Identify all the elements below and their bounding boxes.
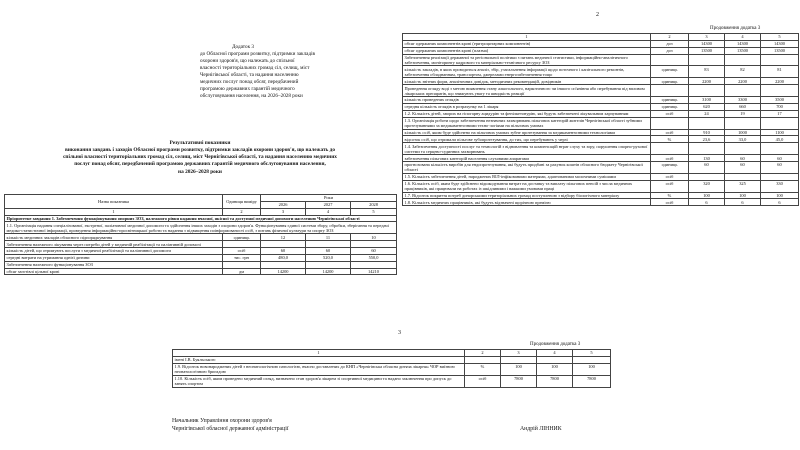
cell-unit: доз	[651, 47, 689, 54]
cell-value: 7800	[537, 375, 573, 387]
continuation-label: Продовження додатка 3	[530, 342, 581, 347]
cell-unit: %	[465, 363, 501, 375]
measure-text: 1.1. Організація надання спеціалізованої, екстреної, паліативної медичної допомоги та здійснення інших заходів з охорони здоров'я. Функціонування єдиної системи збору, обробки, зберігання та передачі медико-статистичної інформації, проведення інформаційно-просвітницької роботи та надання з підвищення поінформованості осіб, з питань фізичної культури та спорту ЗОЗ	[5, 222, 397, 234]
cell-value	[689, 54, 725, 66]
table-row	[403, 66, 799, 78]
cell-value	[573, 356, 611, 363]
cell-unit: осіб	[651, 110, 689, 117]
cell-indicator-name: 1.2. Кількість дітей, хворих на гіпогарну ацидурію та фенілкетонурію, які будуть забезпечені лікувальним харчуванням	[403, 110, 651, 117]
cell-unit: %	[651, 136, 689, 143]
cell-value: 14200	[306, 268, 351, 275]
cell-indicator-name: 1.8. Кількість медичних працівників, які будуть відзначені щорічною премією	[403, 199, 651, 206]
cell-value: 100	[761, 192, 799, 199]
table-row	[403, 78, 799, 85]
cell-value	[351, 261, 397, 268]
cell-value: 100	[537, 363, 573, 375]
cell-unit: осіб	[651, 129, 689, 136]
cell-unit: осіб	[651, 155, 689, 162]
cell-value: 14300	[689, 40, 725, 47]
cell-value: 14210	[351, 268, 397, 275]
cell-unit: дм	[223, 268, 261, 275]
header-year: 2027	[306, 201, 351, 208]
document-title	[4, 140, 396, 176]
cell-value: 100	[573, 363, 611, 375]
table-row	[403, 117, 799, 129]
column-number-row	[173, 350, 611, 357]
cell-unit	[465, 356, 501, 363]
cell-unit: одиниць	[651, 78, 689, 85]
cell-value: 100	[501, 363, 537, 375]
column-number: 3	[261, 208, 306, 215]
cell-value: 60	[761, 161, 799, 173]
cell-value: 3100	[689, 97, 725, 104]
cell-value: 7800	[573, 375, 611, 387]
column-number: 2	[651, 34, 689, 41]
column-number-row	[5, 208, 397, 215]
signature-position-line: Начальник Управління охорони здоров'я	[172, 418, 272, 424]
cell-value: 330	[761, 180, 799, 192]
table-row	[5, 254, 397, 261]
title-line: Результативні показники	[169, 140, 231, 146]
cell-unit: одиниць	[651, 97, 689, 104]
column-number: 1	[5, 208, 223, 215]
cell-indicator-name: прогнозована кількість виробів для ендопротезування, які будуть придбані за рахунок коштів обласного бюджету Чернігівської області	[403, 161, 651, 173]
cell-value: 13500	[725, 47, 761, 54]
header-year: 2026	[261, 201, 306, 208]
table-row	[5, 261, 397, 268]
cell-value	[725, 54, 761, 66]
column-number: 5	[761, 34, 799, 41]
cell-indicator-name: 1.9. Відсоток новонароджених дітей з неонатологічною патологією, вчасно доставлених до КНП «Чернігівська обласна дитяча лікарня» ЧОР виїзною неонатологічною бригадою	[173, 363, 465, 375]
cell-value	[761, 54, 799, 66]
cell-value: 13500	[761, 47, 799, 54]
cell-value: 3500	[761, 97, 799, 104]
cell-value: 7800	[501, 375, 537, 387]
cell-value: 45,0	[761, 136, 799, 143]
header-years: Роки	[261, 195, 397, 202]
cell-value	[689, 85, 725, 97]
cell-value: 60	[306, 247, 351, 254]
cell-indicator-name: Забезпечення належного лікування через потреби дітей у медичній реабілітації та паліативній допомозі	[5, 241, 223, 248]
column-number: 3	[689, 34, 725, 41]
cell-value	[501, 356, 537, 363]
table-row	[403, 47, 799, 54]
page-2	[400, 0, 800, 320]
cell-value	[761, 85, 799, 97]
cell-indicator-name: 1.6. Кількість осіб, яким буде здійснено відшкодування витрат на доставку та виплату пільгових пенсій з числа медичних працівників, які працювали на роботах із шкідливими і важкими умовами праці	[403, 180, 651, 192]
cell-value: 2200	[761, 78, 799, 85]
cell-value	[261, 241, 306, 248]
cell-unit	[651, 117, 689, 129]
cell-indicator-name: обсяг одержаних компонентів крові (плазма)	[403, 47, 651, 54]
cell-value: 130	[689, 155, 725, 162]
table-row	[403, 173, 799, 180]
cell-value: 6	[689, 199, 725, 206]
cell-value: 325	[725, 180, 761, 192]
cell-value: 2200	[725, 78, 761, 85]
table-row	[5, 241, 397, 248]
cell-value: 550,0	[351, 254, 397, 261]
column-number-row	[403, 34, 799, 41]
annex-line: Чернігівської області, та надання населенню	[200, 72, 299, 79]
cell-value: 10	[351, 234, 397, 241]
table-row	[5, 268, 397, 275]
cell-unit	[223, 241, 261, 248]
cell-indicator-name: обсяг одержаних компонентів крові (еритроцитарних компонентів)	[403, 40, 651, 47]
cell-value	[725, 143, 761, 155]
column-number: 4	[306, 208, 351, 215]
table-row	[403, 97, 799, 104]
cell-value: 60	[761, 155, 799, 162]
header-year: 2028	[351, 201, 397, 208]
cell-value: 700	[761, 103, 799, 110]
cell-unit: одиниць	[651, 66, 689, 78]
cell-indicator-name: забезпечення пільгових категорій населення слуховими апаратами	[403, 155, 651, 162]
cell-value: 83	[689, 66, 725, 78]
cell-value	[725, 85, 761, 97]
annex-line: охорони здоров'я, що належать до спільної	[200, 58, 295, 65]
cell-unit: одиниць	[651, 161, 689, 173]
title-line: спільної власності територіальних громад сіл, селищ, міст Чернігівської області, та надання населенню медичних	[63, 154, 337, 161]
table-row	[403, 161, 799, 173]
cell-unit: тис. грн	[223, 254, 261, 261]
cell-value	[351, 241, 397, 248]
table-header-row	[5, 195, 397, 202]
cell-value: 60	[261, 247, 306, 254]
column-number: 2	[223, 208, 261, 215]
cell-unit: осіб	[651, 173, 689, 180]
signature-position	[172, 417, 288, 433]
cell-value: 3300	[725, 97, 761, 104]
table-row	[173, 363, 611, 375]
continuation-label: Продовження додатка 3	[710, 26, 761, 31]
cell-value	[306, 241, 351, 248]
cell-value: 11	[306, 234, 351, 241]
cell-unit: %	[651, 192, 689, 199]
measure-row	[5, 222, 397, 234]
table-body	[403, 40, 799, 205]
cell-value	[537, 356, 573, 363]
cell-value: 910	[689, 129, 725, 136]
cell-value	[761, 173, 799, 180]
cell-indicator-name: кількість осіб, яким буде здійснено на пільгових умовах зубне протезування за медикаментозними технологіями	[403, 129, 651, 136]
cell-value: 6	[761, 199, 799, 206]
cell-unit	[651, 85, 689, 97]
table-row	[5, 247, 397, 254]
column-number: 5	[351, 208, 397, 215]
header-name: Назва показника	[5, 195, 223, 209]
cell-value: 520,0	[306, 254, 351, 261]
annex-line: до Обласної програми розвитку, підтримки закладів	[200, 51, 315, 58]
table-row	[403, 199, 799, 206]
cell-indicator-name: 1.4. Забезпечення доступності послуг та технологій з відновлення та компенсацій втрат слуху та зору, порушення опорно-рухової системи та серцево-судинних захворювань	[403, 143, 651, 155]
indicators-table	[402, 33, 799, 206]
cell-unit: доз	[651, 40, 689, 47]
cell-value	[689, 173, 725, 180]
signature-name: Андрій ЛІННИК	[520, 426, 562, 432]
annex-line: програмою державних гарантій медичного	[200, 86, 295, 93]
table-row	[403, 110, 799, 117]
cell-value: 23,6	[689, 136, 725, 143]
table-row	[403, 192, 799, 199]
table-row	[173, 356, 611, 363]
cell-indicator-name: імені І.В. Буяльського	[173, 356, 465, 363]
signature-position-line: Чернігівської обласної державної адміністрації	[172, 426, 289, 433]
cell-value: 2200	[689, 78, 725, 85]
cell-unit	[651, 54, 689, 66]
table-body	[5, 234, 397, 275]
cell-unit	[223, 261, 261, 268]
indicators-table	[4, 194, 397, 275]
cell-indicator-name: кількість звітних форм, аналітичних довідок, методичних рекомендацій, довідників	[403, 78, 651, 85]
table-row	[403, 54, 799, 66]
cell-value	[689, 117, 725, 129]
table-row	[173, 375, 611, 387]
annex-line: медичних послуг понад обсяг, передбачений	[200, 79, 299, 86]
cell-indicator-name: кількість закладів, в яких проводиться аналіз, збір, узагальнення інформації щодо поточного і капітального ремонтів, забезпечення обладнанням, транспортом, джерелами енергозабезпечення тощо	[403, 66, 651, 78]
annex-note	[200, 44, 380, 100]
annex-line: Додаток 3	[232, 44, 254, 50]
cell-value: 620	[689, 103, 725, 110]
title-line: послуг понад обсяг, передбачений програмою державних гарантій медичного обслуговування населення,	[74, 161, 326, 168]
table-row	[403, 103, 799, 110]
table-row	[403, 129, 799, 136]
cell-indicator-name: 1.7. Відсоток покриття потреб донорськими територіальних громад поступленою з відбору біологічного матеріалу	[403, 192, 651, 199]
cell-value: 480,0	[261, 254, 306, 261]
cell-unit: осіб	[465, 375, 501, 387]
cell-unit: одиниць	[651, 103, 689, 110]
table-row	[403, 40, 799, 47]
cell-indicator-name: Забезпечення належного функціонування ЗОЗ	[5, 261, 223, 268]
cell-unit	[651, 143, 689, 155]
table-row	[403, 85, 799, 97]
cell-indicator-name: середні витрати на утримання однієї дитини	[5, 254, 223, 261]
table-row	[403, 155, 799, 162]
cell-value: 60	[725, 161, 761, 173]
cell-unit: осіб	[223, 247, 261, 254]
page-3	[0, 320, 800, 450]
cell-value: 100	[725, 192, 761, 199]
cell-value: 320	[689, 180, 725, 192]
page-1	[0, 0, 400, 320]
column-number: 1	[173, 350, 465, 357]
cell-unit: осіб	[651, 180, 689, 192]
cell-value	[761, 117, 799, 129]
cell-value: 60	[725, 155, 761, 162]
cell-unit: одиниць	[223, 234, 261, 241]
task-row	[5, 215, 397, 222]
cell-value: 1100	[761, 129, 799, 136]
cell-value: 6	[725, 199, 761, 206]
title-line: виконання завдань і заходів Обласної програми розвитку, підтримки закладів охорони здоров'я, що належать до	[64, 147, 336, 154]
task-text: Пріоритетне завдання 1. Забезпечення функціонування опорних ЗОЗ, належного рівня надання вчасної, якісної та доступної медичної допомоги населенню Чернігівської області	[5, 215, 397, 222]
column-number: 2	[465, 350, 501, 357]
header-unit: Одиниця виміру	[223, 195, 261, 209]
cell-value: 660	[725, 103, 761, 110]
cell-value: 13500	[689, 47, 725, 54]
cell-value: 14200	[261, 268, 306, 275]
cell-value: 24	[689, 110, 725, 117]
column-number: 4	[725, 34, 761, 41]
cell-value	[689, 143, 725, 155]
indicators-table	[172, 349, 611, 388]
column-number: 3	[501, 350, 537, 357]
cell-value	[761, 143, 799, 155]
cell-value: 1000	[725, 129, 761, 136]
cell-indicator-name: відсоток осіб, що отримали пільгове зубопротезування, до тих, що перебувають у черзі	[403, 136, 651, 143]
table-row	[403, 136, 799, 143]
table-row	[403, 180, 799, 192]
cell-value: 33,0	[725, 136, 761, 143]
annex-line: обслуговування населення, на 2026–2028 роки	[200, 93, 303, 100]
cell-value: 12	[261, 234, 306, 241]
title-line: на 2026–2028 роки	[178, 168, 222, 175]
cell-indicator-name: Забезпечення реалізації державної та регіональної політики з питань медичної статистики, інформаційно-аналітичного забезпечення, моніторингу кадрового та матеріально-технічного ресурсу ЗОЗ	[403, 54, 651, 66]
column-number: 1	[403, 34, 651, 41]
cell-value	[306, 261, 351, 268]
column-number: 4	[537, 350, 573, 357]
cell-indicator-name: кількість проведених оглядів	[403, 97, 651, 104]
cell-indicator-name: Проведення огляду воді з метою виявлення стану алкогольного, наркотичного чи іншого сп'яніння або перебування під впливом лікарських препаратів, що знижують увагу та швидкість реакції	[403, 85, 651, 97]
cell-value: 100	[689, 192, 725, 199]
cell-unit: осіб	[651, 199, 689, 206]
cell-indicator-name: 1.10. Кількість осіб, яким проведено медичний огляд, визначено стан здоров'я лікарем зі спортивної медицини та надано заключення про допуск до занять спортом	[173, 375, 465, 387]
cell-value: 60	[351, 247, 397, 254]
cell-indicator-name: середня кількість оглядів в розрахунку на 1 лікаря	[403, 103, 651, 110]
column-number: 5	[573, 350, 611, 357]
cell-indicator-name: кількість медичних закладів обласного підпорядкування	[5, 234, 223, 241]
table-row	[403, 143, 799, 155]
cell-value: 60	[689, 161, 725, 173]
cell-value	[725, 173, 761, 180]
cell-value: 19	[725, 110, 761, 117]
table-row	[5, 234, 397, 241]
table-body	[173, 356, 611, 387]
cell-value: 14300	[725, 40, 761, 47]
cell-value	[725, 117, 761, 129]
cell-value: 14300	[761, 40, 799, 47]
cell-indicator-name: 1.5. Кількість забезпечення дітей, народжених ВІЛ-інфікованими матерями, адаптованими молочними сумішами	[403, 173, 651, 180]
cell-value: 81	[761, 66, 799, 78]
cell-indicator-name: 1.3. Організація роботи щодо забезпечення незначних захворювань пільгових категорій жителів Чернігівської області зубними протезуваннями за медикаментозними техно-логіями на пільгових умовах	[403, 117, 651, 129]
cell-value: 82	[725, 66, 761, 78]
annex-line: власності територіальних громад сіл, селищ, міст	[200, 65, 310, 72]
page-number: 2	[596, 12, 599, 18]
cell-value	[261, 261, 306, 268]
cell-indicator-name: кількість дітей, що отримують послуги з медичної реабілітації та паліативної допомоги	[5, 247, 223, 254]
page-number: 3	[398, 330, 401, 336]
cell-value: 17	[761, 110, 799, 117]
cell-indicator-name: обсяг заготівлі цільної крові	[5, 268, 223, 275]
